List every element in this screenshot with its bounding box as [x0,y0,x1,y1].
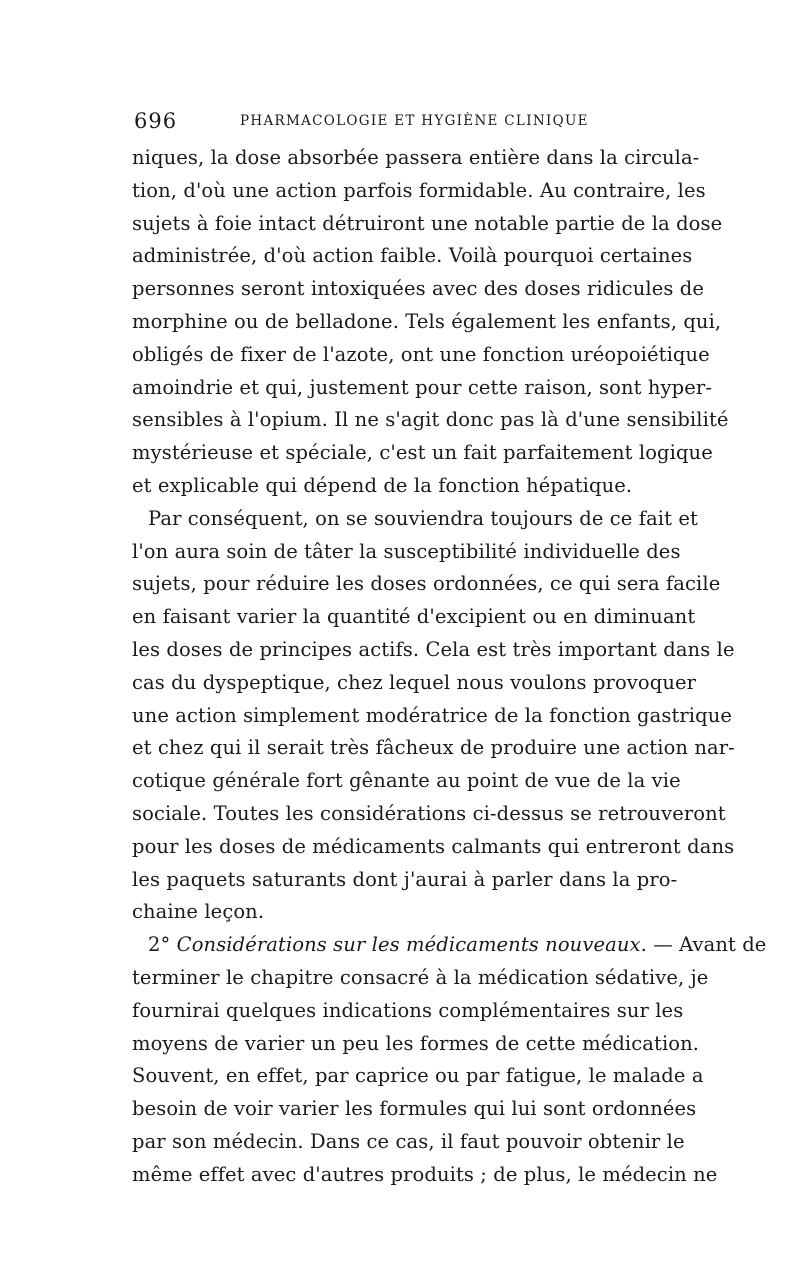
text-line: tion, d'où une action parfois formidable. Au contraire, les [132,178,706,202]
text-line: une action simplement modératrice de la fonction gastrique [132,703,733,727]
text-line: les paquets saturants dont j'aurai à parler dans la pro- [132,867,678,891]
text-line: et chez qui il serait très fâcheux de produire une action nar- [132,736,735,760]
text-line: chaine leçon. [132,900,265,924]
section-title: Considérations sur les médicaments nouveaux. [176,933,647,957]
text-line: mystérieuse et spéciale, c'est un fait parfaitement logique [132,441,713,465]
text-line: administrée, d'où action faible. Voilà pourquoi certaines [132,244,693,268]
text-line: pour les doses de médicaments calmants qui entreront dans [132,834,735,858]
text-line: l'on aura soin de tâter la susceptibilité individuelle des [132,539,681,563]
text-line: sujets à foie intact détruiront une notable partie de la dose [132,211,723,235]
body-text [132,142,767,1192]
running-title: PHARMACOLOGIE ET HYGIÈNE CLINIQUE [240,113,589,129]
paragraph-1 [132,142,729,503]
paragraph-3 [132,929,767,1191]
text-line: cotique générale fort gênante au point de vue de la vie [132,769,681,793]
text-line: fournirai quelques indications complémentaires sur les [132,998,684,1022]
section-heading-rest: — Avant de [653,933,767,957]
text-line: obligés de fixer de l'azote, ont une fonction uréopoiétique [132,342,710,366]
text-line: besoin de voir varier les formules qui lui sont ordonnées [132,1097,697,1121]
text-line: niques, la dose absorbée passera entière dans la circula- [132,146,700,169]
text-line: sujets, pour réduire les doses ordonnées, ce qui sera facile [132,572,721,596]
page-header [134,106,668,136]
section-heading-line [132,929,767,962]
text-line: les doses de principes actifs. Cela est très important dans le [132,637,735,661]
text-line: moyens de varier un peu les formes de cette médication. [132,1031,700,1055]
text-line: sensibles à l'opium. Il ne s'agit donc pas là d'une sensibilité [132,408,729,432]
text-line: Par conséquent, on se souviendra toujours de ce fait et [148,506,698,530]
text-line: terminer le chapitre consacré à la médication sédative, je [132,965,709,989]
text-line: sociale. Toutes les considérations ci-dessus se retrouveront [132,801,726,825]
text-line: Souvent, en effet, par caprice ou par fatigue, le malade a [132,1064,704,1088]
text-line: personnes seront intoxiquées avec des doses ridicules de [132,277,704,301]
text-line: en faisant varier la quantité d'excipient ou en diminuant [132,605,696,629]
text-line: et explicable qui dépend de la fonction hépatique. [132,473,633,497]
page-number: 696 [134,109,178,133]
text-line: morphine ou de belladone. Tels également les enfants, qui, [132,309,722,333]
text-line: par son médecin. Dans ce cas, il faut pouvoir obtenir le [132,1129,685,1153]
paragraph-2 [132,503,735,929]
section-number: 2° [148,933,171,957]
text-line: cas du dyspeptique, chez lequel nous voulons provoquer [132,670,697,694]
text-line: amoindrie et qui, justement pour cette raison, sont hyper- [132,375,713,399]
text-line: même effet avec d'autres produits ; de plus, le médecin ne [132,1162,718,1186]
